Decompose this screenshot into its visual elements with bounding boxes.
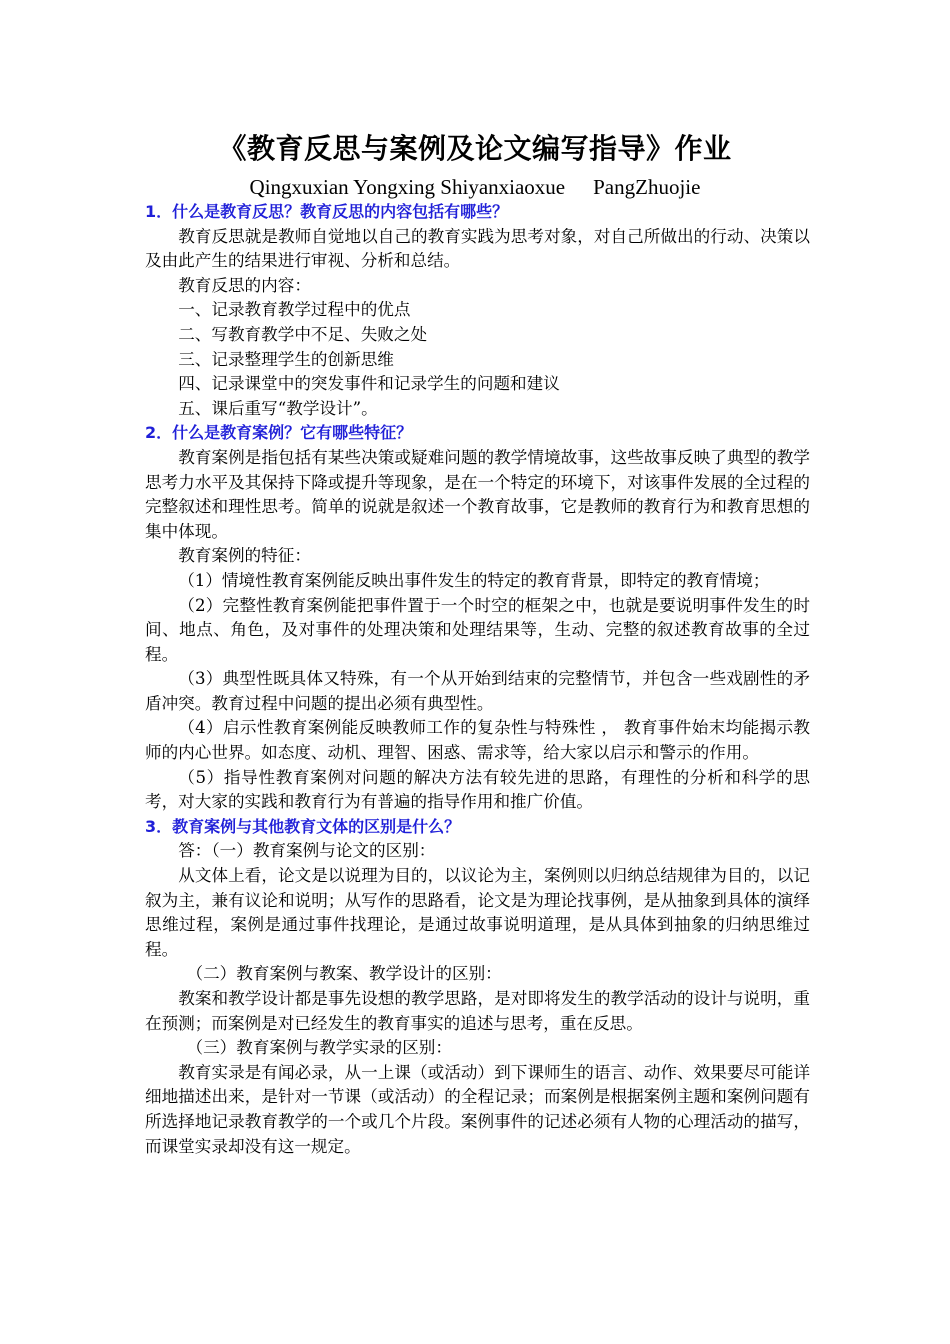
q2-answer: 教育案例是指包括有某些决策或疑难问题的教学情境故事，这些故事反映了典型的教学思考力水平及其保持下降或提升等现象，是在一个特定的环境下，对该事件发展的全过程的完整叙述和理性思考。简单的说就是叙述一个教育故事，它是教师的教育行为和教育思想的集中体现。 xyxy=(145,447,810,541)
document-title: 《教育反思与案例及论文编写指导》作业 xyxy=(218,132,732,165)
question-1: 1．什么是教育反思？教育反思的内容包括有哪些？ xyxy=(145,202,509,221)
q3-section-3: 教育实录是有闻必录，从一上课（或活动）到下课师生的语言、动作、效果要尽可能详细地描述出来，是针对一节课（或活动）的全程记录；而案例是根据案例主题和案例问题有所选择地记录教育教学的一个或几个片段。案例事件的记述必须有人物的心理活动的描写，而课堂实录却没有这一规定。 xyxy=(145,1062,810,1156)
question-2: 2．什么是教育案例？它有哪些特征？ xyxy=(145,423,413,443)
q1-item: 一、记录教育教学过程中的优点 xyxy=(178,300,411,320)
q3-section-1: 从文体上看，论文是以说理为目的，以议论为主，案例则以归纳总结规律为目的，以记叙为主，兼有议论和说明；从写作的思路看，论文是为理论找事例，是从抽象到具体的演绎思维过程，案例是通过事件找理论，是通过故事说明道理，是从具体到抽象的归纳思维过程。 xyxy=(145,866,810,959)
school-name: Qingxuxian Yongxing Shiyanxiaoxue xyxy=(249,175,566,199)
q2-feature: （4）启示性教育案例能反映教师工作的复杂性与特殊性 ， 教育事件始末均能揭示教师的内心世界。如态度、动机、理智、困惑、需求等，给大家以启示和警示的作用。 xyxy=(145,718,810,763)
q1-answer: 教育反思就是教师自觉地以自己的教育实践为思考对象，对自己所做出的行动、决策以及由此产生的结果进行审视、分析和总结。 xyxy=(145,226,810,271)
q1-item: 四、记录课堂中的突发事件和记录学生的问题和建议 xyxy=(178,374,560,394)
q2-feature: （2）完整性教育案例能把事件置于一个时空的框架之中，也就是要说明事件发生的时间、地点、角色，及对事件的处理决策和处理结果等，生动、完整的叙述教育故事的全过程。 xyxy=(145,595,810,664)
q2-feature: （3）典型性既具体又特殊，有一个从开始到结束的完整情节，并包含一些戏剧性的矛盾冲突。教育过程中问题的提出必须有典型性。 xyxy=(145,669,810,713)
q1-item: 二、写教育教学中不足、失败之处 xyxy=(178,324,428,344)
q1-item: 三、记录整理学生的创新思维 xyxy=(178,349,394,369)
author-name: PangZhuojie xyxy=(593,175,701,199)
q1-item: 五、课后重写“教学设计”。 xyxy=(178,398,378,418)
question-3: 3．教育案例与其他教育文体的区别是什么？ xyxy=(145,816,461,836)
q2-feature: （1）情境性教育案例能反映出事件发生的特定的教育背景，即特定的教育情境； xyxy=(178,570,770,590)
q3-heading-2: （二）教育案例与教案、教学设计的区别： xyxy=(186,964,502,984)
q3-answer-intro: 答：（一）教育案例与论文的区别： xyxy=(178,841,436,861)
q3-heading-3: （三）教育案例与教学实录的区别： xyxy=(186,1038,452,1058)
q2-features-label: 教育案例的特征： xyxy=(178,546,311,566)
q1-content-label: 教育反思的内容： xyxy=(178,275,311,295)
document-body xyxy=(145,200,810,1159)
q2-feature: （5）指导性教育案例对问题的解决方法有较先进的思路，有理性的分析和科学的思考，对大家的实践和教育行为有普遍的指导作用和推广价值。 xyxy=(145,767,810,812)
document-subtitle xyxy=(0,173,950,201)
q3-section-2: 教案和教学设计都是事先设想的教学思路，是对即将发生的教学活动的设计与说明，重在预测；而案例是对已经发生的教育事实的追述与思考，重在反思。 xyxy=(145,989,810,1033)
